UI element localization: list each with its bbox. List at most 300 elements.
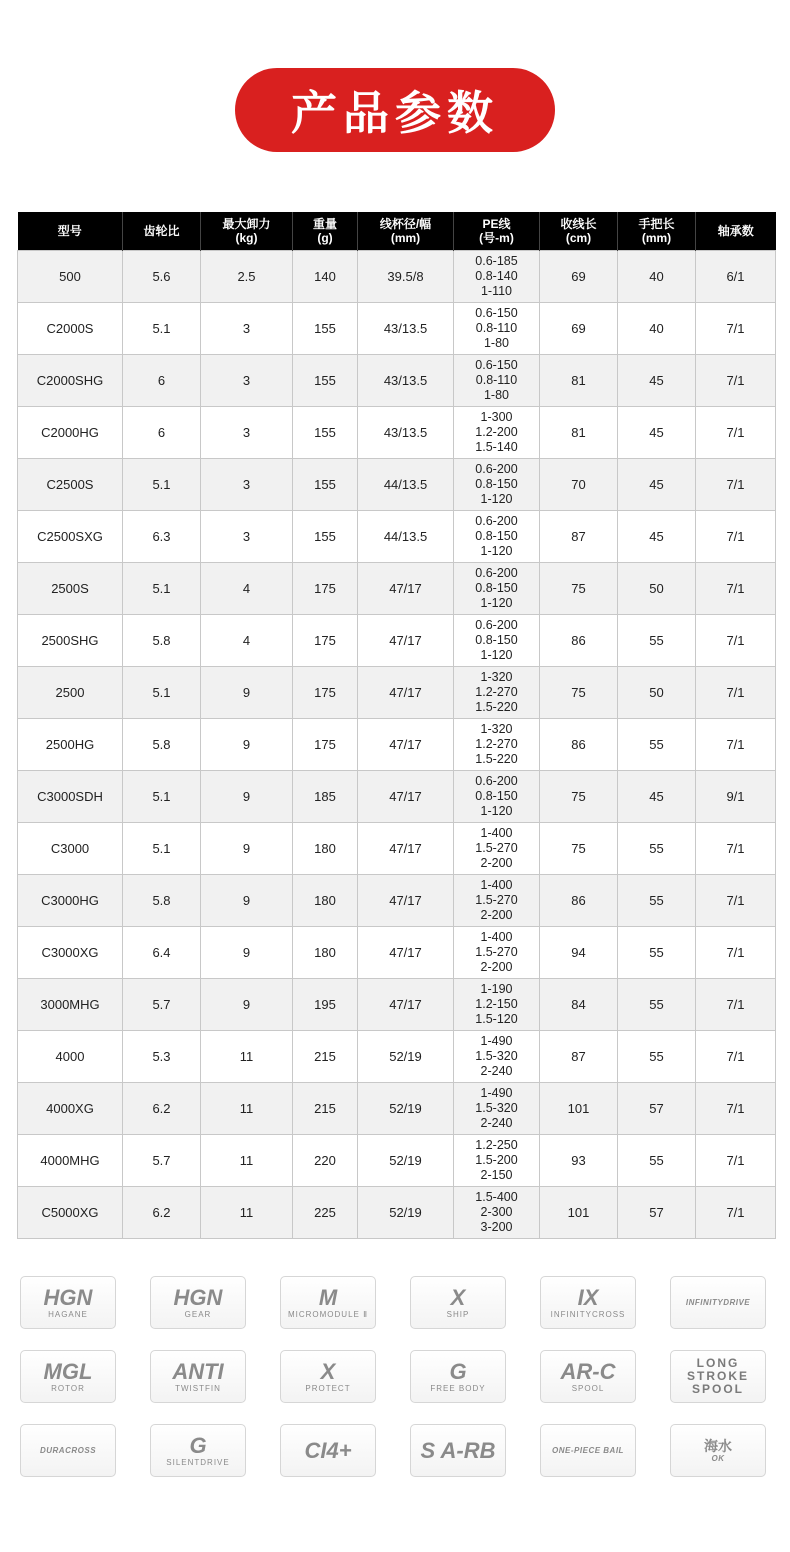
cell-pe (454, 355, 540, 407)
badge-text: INFINITYDRIVE (685, 1298, 751, 1307)
badge-text: SPOOL (571, 1383, 605, 1393)
badge-text: 海水 (704, 1437, 732, 1454)
free-body-logo (410, 1350, 506, 1403)
cell-retrieve: 75 (540, 667, 618, 719)
cell-pe (454, 563, 540, 615)
cell-weight: 175 (293, 615, 358, 667)
column-header (540, 212, 618, 251)
ar-c-spool-logo (540, 1350, 636, 1403)
cell-weight: 175 (293, 667, 358, 719)
silent-drive-logo (150, 1424, 246, 1477)
table-row (18, 719, 776, 771)
cell-gear: 6.4 (123, 927, 201, 979)
table-row (18, 563, 776, 615)
cell-bearings: 7/1 (696, 1187, 776, 1239)
cell-handle: 55 (618, 927, 696, 979)
cell-spool: 47/17 (358, 979, 454, 1031)
cell-handle: 45 (618, 407, 696, 459)
cell-drag: 9 (201, 979, 293, 1031)
cell-handle: 57 (618, 1083, 696, 1135)
long-stroke-spool-logo (670, 1350, 766, 1403)
cell-retrieve: 69 (540, 303, 618, 355)
cell-pe (454, 511, 540, 563)
cell-bearings: 7/1 (696, 823, 776, 875)
badge-text: TWISTFIN (175, 1383, 221, 1393)
badge-mark: IX (577, 1284, 599, 1310)
spec-table (17, 212, 776, 1239)
pe-line-value: 3-200 (480, 1220, 513, 1234)
cell-bearings: 7/1 (696, 1031, 776, 1083)
column-header (201, 212, 293, 251)
cell-weight: 155 (293, 407, 358, 459)
cell-gear: 5.7 (123, 979, 201, 1031)
cell-drag: 11 (201, 1083, 293, 1135)
cell-spool: 47/17 (358, 771, 454, 823)
pe-line-value: 0.8-150 (475, 477, 518, 491)
cell-handle: 50 (618, 563, 696, 615)
table-row (18, 1135, 776, 1187)
badge-mark: M (318, 1284, 338, 1310)
cell-model: 2500S (18, 563, 123, 615)
mgl-rotor-logo (20, 1350, 116, 1403)
column-header-line: 线杯径/幅 (379, 217, 432, 231)
cell-model: C3000 (18, 823, 123, 875)
cell-weight: 185 (293, 771, 358, 823)
badge-text: MICROMODULE Ⅱ (287, 1309, 369, 1319)
badge-text: GEAR (184, 1309, 212, 1319)
badge-mark: AR-C (560, 1358, 616, 1384)
column-header-line: (g) (317, 231, 333, 245)
cell-weight: 215 (293, 1083, 358, 1135)
cell-weight: 180 (293, 875, 358, 927)
cell-retrieve: 86 (540, 875, 618, 927)
cell-bearings: 7/1 (696, 1135, 776, 1187)
pe-line-value: 1.5-270 (475, 945, 518, 959)
cell-model: 2500HG (18, 719, 123, 771)
pe-line-value: 1.5-120 (475, 1012, 518, 1026)
column-header-line: 轴承数 (717, 224, 754, 238)
cell-model: C3000XG (18, 927, 123, 979)
badge-text: SHIP (446, 1309, 470, 1319)
cell-retrieve: 75 (540, 563, 618, 615)
cell-pe (454, 927, 540, 979)
cell-retrieve: 81 (540, 355, 618, 407)
cell-model: C2000HG (18, 407, 123, 459)
cell-spool: 43/13.5 (358, 407, 454, 459)
cell-model: 4000 (18, 1031, 123, 1083)
pe-line-value: 1-400 (480, 878, 513, 892)
column-header (358, 212, 454, 251)
table-row (18, 303, 776, 355)
badge-text: FREE BODY (430, 1383, 486, 1393)
table-row (18, 251, 776, 303)
badge-mark: MGL (43, 1358, 93, 1384)
cell-gear: 5.1 (123, 823, 201, 875)
cell-model: C2000S (18, 303, 123, 355)
cell-gear: 6.2 (123, 1083, 201, 1135)
table-row (18, 459, 776, 511)
cell-bearings: 7/1 (696, 927, 776, 979)
cell-spool: 52/19 (358, 1135, 454, 1187)
cell-weight: 155 (293, 511, 358, 563)
pe-line-value: 0.8-140 (475, 269, 518, 283)
pe-line-value: 0.6-200 (475, 462, 518, 476)
cell-pe (454, 303, 540, 355)
column-header (696, 212, 776, 251)
cell-retrieve: 69 (540, 251, 618, 303)
cell-bearings: 7/1 (696, 355, 776, 407)
cell-gear: 5.1 (123, 563, 201, 615)
cell-weight: 195 (293, 979, 358, 1031)
table-row (18, 1031, 776, 1083)
pe-line-value: 1-490 (480, 1086, 513, 1100)
cell-pe (454, 1135, 540, 1187)
table-row (18, 823, 776, 875)
table-row (18, 875, 776, 927)
table-header-row (18, 212, 776, 251)
cell-drag: 4 (201, 563, 293, 615)
badge-mark: CI4+ (304, 1437, 352, 1463)
badge-mark: G (189, 1432, 207, 1458)
cell-model: 2500SHG (18, 615, 123, 667)
cell-weight: 215 (293, 1031, 358, 1083)
pe-line-value: 0.8-110 (475, 321, 518, 335)
cell-weight: 140 (293, 251, 358, 303)
cell-pe (454, 1031, 540, 1083)
cell-retrieve: 94 (540, 927, 618, 979)
cell-model: C3000HG (18, 875, 123, 927)
cell-bearings: 7/1 (696, 615, 776, 667)
feature-badges (20, 1276, 770, 1477)
cell-pe (454, 979, 540, 1031)
cell-handle: 45 (618, 355, 696, 407)
anti-twist-fin-logo (150, 1350, 246, 1403)
cell-spool: 43/13.5 (358, 355, 454, 407)
cell-handle: 40 (618, 303, 696, 355)
cell-drag: 9 (201, 719, 293, 771)
cell-spool: 52/19 (358, 1187, 454, 1239)
pe-line-value: 1-80 (483, 336, 510, 350)
column-header-line: 最大卸力 (222, 217, 271, 231)
cell-drag: 4 (201, 615, 293, 667)
table-row (18, 771, 776, 823)
cell-drag: 3 (201, 459, 293, 511)
pe-line-value: 1.2-200 (475, 425, 518, 439)
duracross-logo (20, 1424, 116, 1477)
column-header-line: (号-m) (479, 231, 514, 245)
badge-text: STROKE (686, 1369, 749, 1383)
badge-text: DURACROSS (39, 1446, 97, 1455)
column-header-line: 型号 (57, 224, 82, 238)
cell-weight: 220 (293, 1135, 358, 1187)
cell-spool: 47/17 (358, 667, 454, 719)
cell-drag: 9 (201, 771, 293, 823)
column-header-line: (kg) (235, 231, 258, 245)
cell-model: C2000SHG (18, 355, 123, 407)
cell-model: 3000MHG (18, 979, 123, 1031)
table-row (18, 979, 776, 1031)
pe-line-value: 0.6-200 (475, 618, 518, 632)
pe-line-value: 2-150 (480, 1168, 513, 1182)
cell-drag: 11 (201, 1031, 293, 1083)
column-header (293, 212, 358, 251)
cell-retrieve: 86 (540, 719, 618, 771)
cell-gear: 5.8 (123, 719, 201, 771)
cell-bearings: 7/1 (696, 719, 776, 771)
cell-handle: 55 (618, 615, 696, 667)
cell-weight: 155 (293, 355, 358, 407)
table-row (18, 407, 776, 459)
pe-line-value: 1-400 (480, 826, 513, 840)
column-header-line: 重量 (312, 217, 337, 231)
cell-gear: 5.1 (123, 303, 201, 355)
table-row (18, 615, 776, 667)
pe-line-value: 1-320 (480, 670, 513, 684)
cell-drag: 9 (201, 667, 293, 719)
cell-handle: 40 (618, 251, 696, 303)
cell-handle: 45 (618, 771, 696, 823)
cell-gear: 6 (123, 407, 201, 459)
table-row (18, 355, 776, 407)
column-header (123, 212, 201, 251)
cell-retrieve: 86 (540, 615, 618, 667)
cell-drag: 3 (201, 407, 293, 459)
cell-bearings: 7/1 (696, 979, 776, 1031)
badge-mark: X (320, 1358, 336, 1384)
column-header-line: 手把长 (638, 217, 675, 231)
cell-handle: 55 (618, 719, 696, 771)
cell-gear: 5.3 (123, 1031, 201, 1083)
cell-retrieve: 70 (540, 459, 618, 511)
infinity-drive-logo (670, 1276, 766, 1329)
pe-line-value: 0.6-150 (475, 306, 518, 320)
pe-line-value: 1.5-220 (475, 700, 518, 714)
cell-weight: 180 (293, 823, 358, 875)
pe-line-value: 1-120 (480, 648, 513, 662)
cell-retrieve: 81 (540, 407, 618, 459)
cell-drag: 9 (201, 875, 293, 927)
pe-line-value: 1.5-140 (475, 440, 518, 454)
badge-text: SPOOL (691, 1382, 744, 1396)
pe-line-value: 1.2-250 (475, 1138, 518, 1152)
pe-line-value: 1-300 (480, 410, 513, 424)
cell-pe (454, 1187, 540, 1239)
cell-bearings: 7/1 (696, 1083, 776, 1135)
x-protect-logo (280, 1350, 376, 1403)
badge-text: INFINITYCROSS (550, 1309, 626, 1319)
column-header-line: 齿轮比 (143, 224, 180, 238)
badge-mark: HGN (173, 1284, 223, 1310)
saltwater-ok-logo (670, 1424, 766, 1477)
cell-weight: 155 (293, 303, 358, 355)
cell-drag: 11 (201, 1135, 293, 1187)
cell-retrieve: 75 (540, 771, 618, 823)
cell-weight: 225 (293, 1187, 358, 1239)
cell-gear: 6.3 (123, 511, 201, 563)
pe-line-value: 1.2-150 (475, 997, 518, 1011)
cell-retrieve: 75 (540, 823, 618, 875)
pe-line-value: 2-240 (480, 1116, 513, 1130)
pe-line-value: 1-320 (480, 722, 513, 736)
cell-spool: 52/19 (358, 1031, 454, 1083)
cell-drag: 3 (201, 303, 293, 355)
cell-handle: 57 (618, 1187, 696, 1239)
cell-model: C2500S (18, 459, 123, 511)
pe-line-value: 2-240 (480, 1064, 513, 1078)
pe-line-value: 1-490 (480, 1034, 513, 1048)
cell-handle: 50 (618, 667, 696, 719)
pe-line-value: 2-300 (480, 1205, 513, 1219)
cell-pe (454, 407, 540, 459)
s-arb-logo (410, 1424, 506, 1477)
pe-line-value: 0.8-150 (475, 529, 518, 543)
column-header (18, 212, 123, 251)
cell-retrieve: 87 (540, 511, 618, 563)
infinity-cross-logo (540, 1276, 636, 1329)
cell-model: C5000XG (18, 1187, 123, 1239)
cell-handle: 55 (618, 1135, 696, 1187)
cell-model: 4000XG (18, 1083, 123, 1135)
pe-line-value: 1.5-400 (475, 1190, 518, 1204)
cell-gear: 5.1 (123, 459, 201, 511)
pe-line-value: 1-120 (480, 492, 513, 506)
cell-spool: 47/17 (358, 823, 454, 875)
cell-drag: 9 (201, 823, 293, 875)
pe-line-value: 1.5-320 (475, 1049, 518, 1063)
pe-line-value: 1-120 (480, 544, 513, 558)
cell-bearings: 9/1 (696, 771, 776, 823)
pe-line-value: 1-190 (480, 982, 513, 996)
cell-retrieve: 84 (540, 979, 618, 1031)
cell-gear: 5.6 (123, 251, 201, 303)
pe-line-value: 1.5-270 (475, 841, 518, 855)
cell-bearings: 7/1 (696, 407, 776, 459)
cell-gear: 5.8 (123, 875, 201, 927)
x-ship-logo (410, 1276, 506, 1329)
one-piece-bail-logo (540, 1424, 636, 1477)
cell-handle: 55 (618, 1031, 696, 1083)
cell-gear: 6.2 (123, 1187, 201, 1239)
badge-text: ONE-PIECE BAIL (552, 1446, 624, 1455)
table-row (18, 511, 776, 563)
cell-gear: 6 (123, 355, 201, 407)
cell-spool: 47/17 (358, 719, 454, 771)
cell-drag: 9 (201, 927, 293, 979)
cell-spool: 47/17 (358, 563, 454, 615)
cell-bearings: 7/1 (696, 667, 776, 719)
cell-bearings: 7/1 (696, 875, 776, 927)
cell-pe (454, 875, 540, 927)
cell-bearings: 7/1 (696, 563, 776, 615)
badge-text: ROTOR (51, 1383, 85, 1393)
column-header-line: (cm) (565, 231, 592, 245)
pe-line-value: 2-200 (480, 908, 513, 922)
table-row (18, 667, 776, 719)
cell-model: C2500SXG (18, 511, 123, 563)
cell-pe (454, 771, 540, 823)
column-header-line: PE线 (482, 217, 511, 231)
cell-retrieve: 87 (540, 1031, 618, 1083)
pe-line-value: 1-80 (483, 388, 510, 402)
cell-weight: 175 (293, 719, 358, 771)
cell-retrieve: 101 (540, 1187, 618, 1239)
pe-line-value: 0.6-150 (475, 358, 518, 372)
cell-pe (454, 823, 540, 875)
pe-line-value: 1-110 (480, 284, 513, 298)
cell-gear: 5.8 (123, 615, 201, 667)
cell-bearings: 7/1 (696, 511, 776, 563)
badge-text: OK (711, 1453, 725, 1463)
cell-spool: 44/13.5 (358, 459, 454, 511)
cell-pe (454, 615, 540, 667)
badge-mark: G (449, 1358, 467, 1384)
cell-model: 4000MHG (18, 1135, 123, 1187)
badge-mark: ANTI (172, 1358, 224, 1384)
pe-line-value: 1-120 (480, 596, 513, 610)
cell-spool: 47/17 (358, 615, 454, 667)
cell-weight: 175 (293, 563, 358, 615)
cell-gear: 5.1 (123, 771, 201, 823)
cell-pe (454, 719, 540, 771)
cell-drag: 3 (201, 511, 293, 563)
cell-spool: 52/19 (358, 1083, 454, 1135)
cell-gear: 5.7 (123, 1135, 201, 1187)
pe-line-value: 1-400 (480, 930, 513, 944)
cell-pe (454, 667, 540, 719)
cell-model: 2500 (18, 667, 123, 719)
column-header-line: 收线长 (560, 217, 597, 231)
pe-line-value: 0.6-185 (475, 254, 518, 268)
badge-mark: HGN (43, 1284, 93, 1310)
cell-weight: 155 (293, 459, 358, 511)
cell-drag: 11 (201, 1187, 293, 1239)
pe-line-value: 1.5-220 (475, 752, 518, 766)
pe-line-value: 0.8-150 (475, 633, 518, 647)
cell-pe (454, 1083, 540, 1135)
pe-line-value: 0.8-150 (475, 581, 518, 595)
cell-bearings: 7/1 (696, 459, 776, 511)
ci4-logo (280, 1424, 376, 1477)
pe-line-value: 2-200 (480, 960, 513, 974)
column-header (454, 212, 540, 251)
cell-handle: 55 (618, 823, 696, 875)
cell-pe (454, 251, 540, 303)
pe-line-value: 0.8-110 (475, 373, 518, 387)
pe-line-value: 0.8-150 (475, 789, 518, 803)
badge-text: HAGANE (48, 1309, 88, 1319)
badge-mark: S A-RB (420, 1437, 496, 1463)
hagane-gear-logo (150, 1276, 246, 1329)
cell-model: C3000SDH (18, 771, 123, 823)
column-header (618, 212, 696, 251)
cell-bearings: 6/1 (696, 251, 776, 303)
cell-handle: 55 (618, 979, 696, 1031)
cell-handle: 45 (618, 511, 696, 563)
pe-line-value: 1.2-270 (475, 685, 518, 699)
pe-line-value: 1.5-200 (475, 1153, 518, 1167)
cell-bearings: 7/1 (696, 303, 776, 355)
cell-retrieve: 93 (540, 1135, 618, 1187)
cell-retrieve: 101 (540, 1083, 618, 1135)
cell-spool: 44/13.5 (358, 511, 454, 563)
column-header-line: (mm) (390, 231, 421, 245)
cell-drag: 3 (201, 355, 293, 407)
cell-spool: 47/17 (358, 927, 454, 979)
pe-line-value: 0.6-200 (475, 774, 518, 788)
pe-line-value: 2-200 (480, 856, 513, 870)
badge-text: PROTECT (305, 1383, 351, 1393)
cell-handle: 55 (618, 875, 696, 927)
